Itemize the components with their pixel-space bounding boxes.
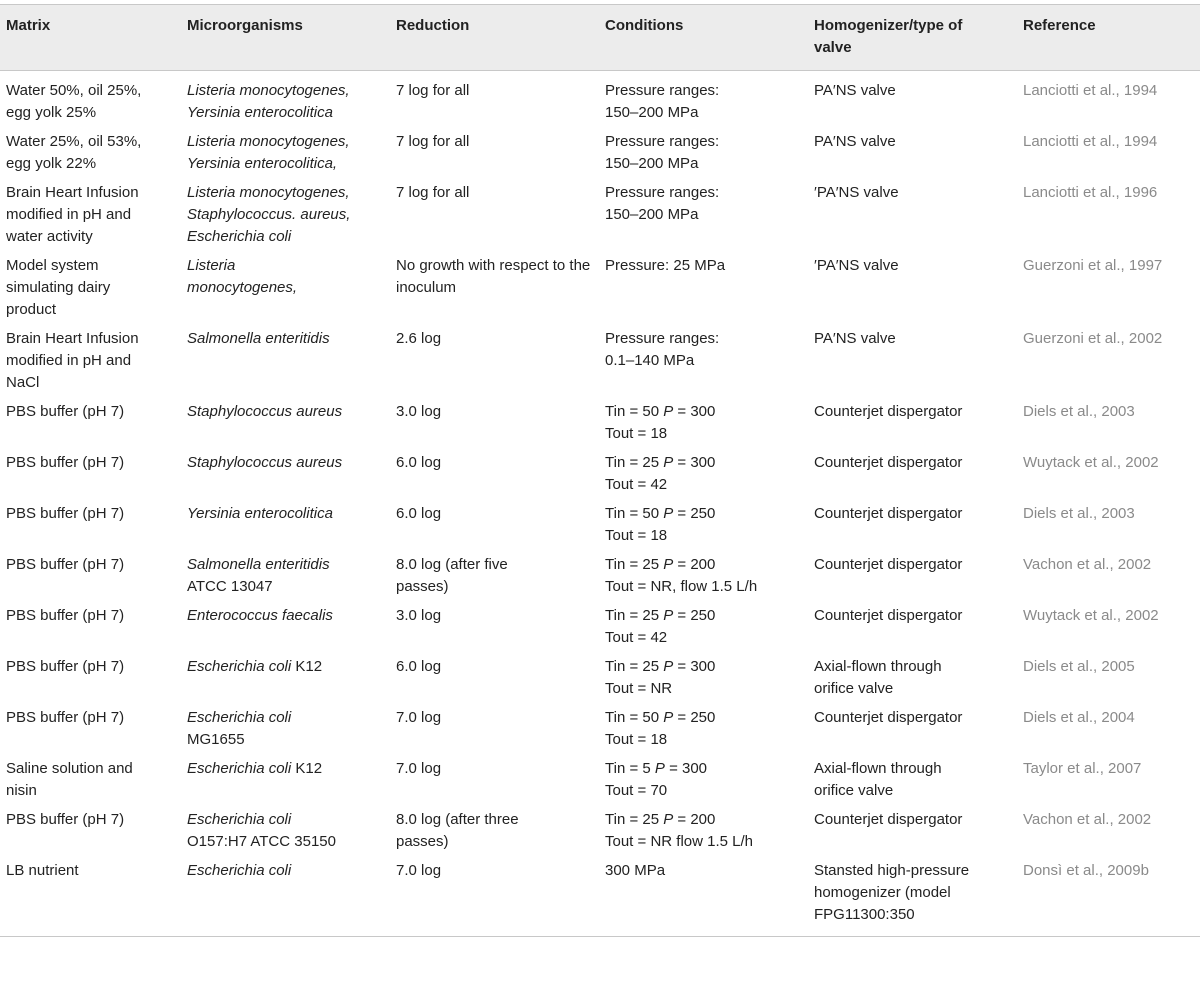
cell-microorganisms bbox=[181, 705, 390, 756]
cell-microorganisms: Listeria monocytogenes, Yersinia enterocolitica, bbox=[187, 133, 350, 172]
cell-microorganisms: Enterococcus faecalis bbox=[187, 607, 333, 624]
conditions-tout: Tout = NR flow 1.5 L/h bbox=[605, 833, 753, 850]
cell-conditions bbox=[599, 705, 808, 756]
cell-conditions bbox=[599, 450, 808, 501]
cell-reduction: 7 log for all bbox=[396, 82, 470, 99]
cell-homogenizer: Counterjet dispergator bbox=[814, 709, 963, 726]
conditions-tout: Tout = NR bbox=[605, 680, 673, 697]
cell-conditions: Pressure ranges: 150–200 MPa bbox=[605, 133, 720, 172]
table-row bbox=[0, 129, 1200, 180]
cell-microorganisms: Listeria monocytogenes, Staphylococcus. aureus, Escherichia coli bbox=[187, 184, 351, 245]
cell-matrix: Brain Heart Infusion modified in pH and NaCl bbox=[6, 330, 139, 391]
organism-strain: ATCC 13047 bbox=[187, 578, 273, 595]
organism-strain: MG1655 bbox=[187, 731, 245, 748]
conditions-p: P bbox=[663, 556, 674, 573]
cell-homogenizer: Counterjet dispergator bbox=[814, 505, 963, 522]
conditions-pval: = 300 bbox=[664, 760, 708, 777]
table-row bbox=[0, 450, 1200, 501]
conditions-tin: Tin = 25 bbox=[605, 658, 664, 675]
conditions-p: P bbox=[663, 403, 674, 420]
organism-name: Escherichia coli bbox=[187, 709, 292, 726]
cell-matrix: LB nutrient bbox=[6, 862, 79, 879]
cell-reduction: 3.0 log bbox=[396, 403, 442, 420]
table-body bbox=[0, 71, 1200, 937]
conditions-p: P bbox=[663, 607, 674, 624]
cell-reduction: 7.0 log bbox=[396, 862, 442, 879]
cell-conditions bbox=[599, 501, 808, 552]
cell-microorganisms: Listeria monocytogenes, Yersinia enterocolitica bbox=[187, 82, 350, 121]
cell-conditions bbox=[599, 756, 808, 807]
cell-conditions: 300 MPa bbox=[605, 862, 666, 879]
conditions-pval: = 250 bbox=[673, 607, 716, 624]
conditions-pval: = 300 bbox=[673, 454, 716, 471]
table-row bbox=[0, 705, 1200, 756]
cell-microorganisms bbox=[181, 654, 390, 705]
col-header-microorganisms: Microorganisms bbox=[187, 17, 303, 34]
cell-reduction: 6.0 log bbox=[396, 505, 442, 522]
cell-microorganisms: Salmonella enteritidis bbox=[187, 330, 330, 347]
cell-homogenizer: PA′NS valve bbox=[814, 133, 896, 150]
table-row bbox=[0, 399, 1200, 450]
cell-reduction: 2.6 log bbox=[396, 330, 442, 347]
cell-microorganisms bbox=[181, 552, 390, 603]
conditions-pval: = 250 bbox=[673, 709, 716, 726]
cell-matrix: PBS buffer (pH 7) bbox=[6, 454, 125, 471]
table-row bbox=[0, 180, 1200, 253]
cell-reduction: 8.0 log (after five passes) bbox=[396, 556, 508, 595]
conditions-tin: Tin = 50 bbox=[605, 505, 664, 522]
conditions-pval: = 200 bbox=[673, 811, 716, 828]
cell-matrix: Water 25%, oil 53%, egg yolk 22% bbox=[6, 133, 142, 172]
cell-conditions: Pressure ranges: 150–200 MPa bbox=[605, 82, 720, 121]
organism-name: Escherichia coli bbox=[187, 760, 292, 777]
conditions-p: P bbox=[663, 709, 674, 726]
table-row bbox=[0, 253, 1200, 326]
conditions-tout: Tout = 70 bbox=[605, 782, 668, 799]
cell-conditions bbox=[599, 603, 808, 654]
table-row bbox=[0, 501, 1200, 552]
cell-reference: Diels et al., 2003 bbox=[1023, 403, 1135, 420]
cell-matrix: Saline solution and nisin bbox=[6, 760, 133, 799]
cell-reduction: 7 log for all bbox=[396, 133, 470, 150]
cell-reduction: No growth with respect to the inoculum bbox=[396, 257, 591, 296]
cell-homogenizer: Stansted high-pressure homogenizer (model FPG11300:350 bbox=[814, 862, 970, 923]
cell-homogenizer: Counterjet dispergator bbox=[814, 556, 963, 573]
cell-homogenizer: Axial-flown through orifice valve bbox=[814, 760, 942, 799]
cell-matrix: PBS buffer (pH 7) bbox=[6, 505, 125, 522]
cell-microorganisms bbox=[181, 807, 390, 858]
cell-conditions bbox=[599, 552, 808, 603]
cell-reference: Wuytack et al., 2002 bbox=[1023, 607, 1159, 624]
cell-microorganisms bbox=[181, 756, 390, 807]
cell-reference: Lanciotti et al., 1994 bbox=[1023, 133, 1158, 150]
conditions-tout: Tout = 18 bbox=[605, 731, 668, 748]
conditions-pval: = 300 bbox=[673, 658, 716, 675]
conditions-tout: Tout = 42 bbox=[605, 476, 668, 493]
cell-reference: Guerzoni et al., 2002 bbox=[1023, 330, 1163, 347]
conditions-p: P bbox=[654, 760, 665, 777]
table-row bbox=[0, 326, 1200, 399]
cell-reference: Taylor et al., 2007 bbox=[1023, 760, 1142, 777]
cell-conditions bbox=[599, 807, 808, 858]
conditions-tin: Tin = 50 bbox=[605, 709, 664, 726]
cell-matrix: PBS buffer (pH 7) bbox=[6, 403, 125, 420]
cell-homogenizer: Counterjet dispergator bbox=[814, 811, 963, 828]
conditions-tin: Tin = 25 bbox=[605, 454, 664, 471]
organism-name: Escherichia coli bbox=[187, 811, 292, 828]
cell-matrix: PBS buffer (pH 7) bbox=[6, 556, 125, 573]
cell-conditions: Pressure: 25 MPa bbox=[605, 257, 726, 274]
cell-reduction: 6.0 log bbox=[396, 454, 442, 471]
cell-reference: Lanciotti et al., 1994 bbox=[1023, 82, 1158, 99]
cell-homogenizer: ′PA′NS valve bbox=[814, 257, 899, 274]
conditions-tin: Tin = 25 bbox=[605, 607, 664, 624]
cell-microorganisms: Staphylococcus aureus bbox=[187, 403, 343, 420]
conditions-tout: Tout = 18 bbox=[605, 425, 668, 442]
cell-reference: Wuytack et al., 2002 bbox=[1023, 454, 1159, 471]
organism-strain: K12 bbox=[295, 760, 323, 777]
cell-reference: Lanciotti et al., 1996 bbox=[1023, 184, 1158, 201]
table-row bbox=[0, 71, 1200, 130]
cell-homogenizer: ′PA′NS valve bbox=[814, 184, 899, 201]
cell-reduction: 7.0 log bbox=[396, 760, 442, 777]
cell-homogenizer: PA′NS valve bbox=[814, 82, 896, 99]
data-table bbox=[0, 4, 1200, 937]
cell-reduction: 7.0 log bbox=[396, 709, 442, 726]
cell-matrix: Model system simulating dairy product bbox=[6, 257, 111, 318]
conditions-p: P bbox=[663, 811, 674, 828]
cell-reference: Vachon et al., 2002 bbox=[1023, 556, 1152, 573]
col-header-homogenizer: Homogenizer/type of valve bbox=[814, 17, 963, 56]
cell-reference: Donsì et al., 2009b bbox=[1023, 862, 1149, 879]
table-header bbox=[0, 5, 1200, 71]
col-header-reduction: Reduction bbox=[396, 17, 470, 34]
conditions-tout: Tout = 42 bbox=[605, 629, 668, 646]
cell-reference: Diels et al., 2005 bbox=[1023, 658, 1135, 675]
cell-reference: Diels et al., 2004 bbox=[1023, 709, 1135, 726]
cell-matrix: Brain Heart Infusion modified in pH and water activity bbox=[6, 184, 139, 245]
cell-conditions bbox=[599, 399, 808, 450]
table-row bbox=[0, 552, 1200, 603]
organism-name: Escherichia coli bbox=[187, 658, 292, 675]
cell-matrix: PBS buffer (pH 7) bbox=[6, 658, 125, 675]
cell-homogenizer: Counterjet dispergator bbox=[814, 607, 963, 624]
cell-matrix: Water 50%, oil 25%, egg yolk 25% bbox=[6, 82, 142, 121]
cell-homogenizer: Axial-flown through orifice valve bbox=[814, 658, 942, 697]
cell-conditions: Pressure ranges: 0.1–140 MPa bbox=[605, 330, 720, 369]
table-row bbox=[0, 603, 1200, 654]
conditions-p: P bbox=[663, 454, 674, 471]
cell-homogenizer: Counterjet dispergator bbox=[814, 454, 963, 471]
organism-strain: K12 bbox=[295, 658, 323, 675]
conditions-tin: Tin = 5 bbox=[605, 760, 655, 777]
conditions-tin: Tin = 50 bbox=[605, 403, 664, 420]
conditions-tin: Tin = 25 bbox=[605, 556, 664, 573]
table-row bbox=[0, 756, 1200, 807]
table-row bbox=[0, 807, 1200, 858]
cell-reference: Guerzoni et al., 1997 bbox=[1023, 257, 1163, 274]
organism-name: Salmonella enteritidis bbox=[187, 556, 330, 573]
conditions-tout: Tout = 18 bbox=[605, 527, 668, 544]
cell-reference: Vachon et al., 2002 bbox=[1023, 811, 1152, 828]
cell-homogenizer: PA′NS valve bbox=[814, 330, 896, 347]
col-header-matrix: Matrix bbox=[6, 17, 51, 34]
cell-matrix: PBS buffer (pH 7) bbox=[6, 607, 125, 624]
conditions-pval: = 300 bbox=[673, 403, 716, 420]
cell-conditions bbox=[599, 654, 808, 705]
cell-reduction: 7 log for all bbox=[396, 184, 470, 201]
cell-reduction: 8.0 log (after three passes) bbox=[396, 811, 519, 850]
conditions-tin: Tin = 25 bbox=[605, 811, 664, 828]
cell-matrix: PBS buffer (pH 7) bbox=[6, 811, 125, 828]
conditions-tout: Tout = NR, flow 1.5 L/h bbox=[605, 578, 758, 595]
cell-conditions: Pressure ranges: 150–200 MPa bbox=[605, 184, 720, 223]
cell-microorganisms: Staphylococcus aureus bbox=[187, 454, 343, 471]
cell-reference: Diels et al., 2003 bbox=[1023, 505, 1135, 522]
organism-strain: O157:H7 ATCC 35150 bbox=[187, 833, 336, 850]
col-header-reference: Reference bbox=[1023, 17, 1096, 34]
header-row bbox=[0, 5, 1200, 71]
table-row bbox=[0, 858, 1200, 937]
conditions-p: P bbox=[663, 658, 674, 675]
cell-microorganisms: Escherichia coli bbox=[187, 862, 292, 879]
cell-microorganisms: Yersinia enterocolitica bbox=[187, 505, 333, 522]
conditions-p: P bbox=[663, 505, 674, 522]
cell-reduction: 3.0 log bbox=[396, 607, 442, 624]
table-row bbox=[0, 654, 1200, 705]
cell-matrix: PBS buffer (pH 7) bbox=[6, 709, 125, 726]
col-header-conditions: Conditions bbox=[605, 17, 684, 34]
conditions-pval: = 250 bbox=[673, 505, 716, 522]
cell-microorganisms: Listeria monocytogenes, bbox=[187, 257, 298, 296]
conditions-pval: = 200 bbox=[673, 556, 716, 573]
cell-homogenizer: Counterjet dispergator bbox=[814, 403, 963, 420]
cell-reduction: 6.0 log bbox=[396, 658, 442, 675]
